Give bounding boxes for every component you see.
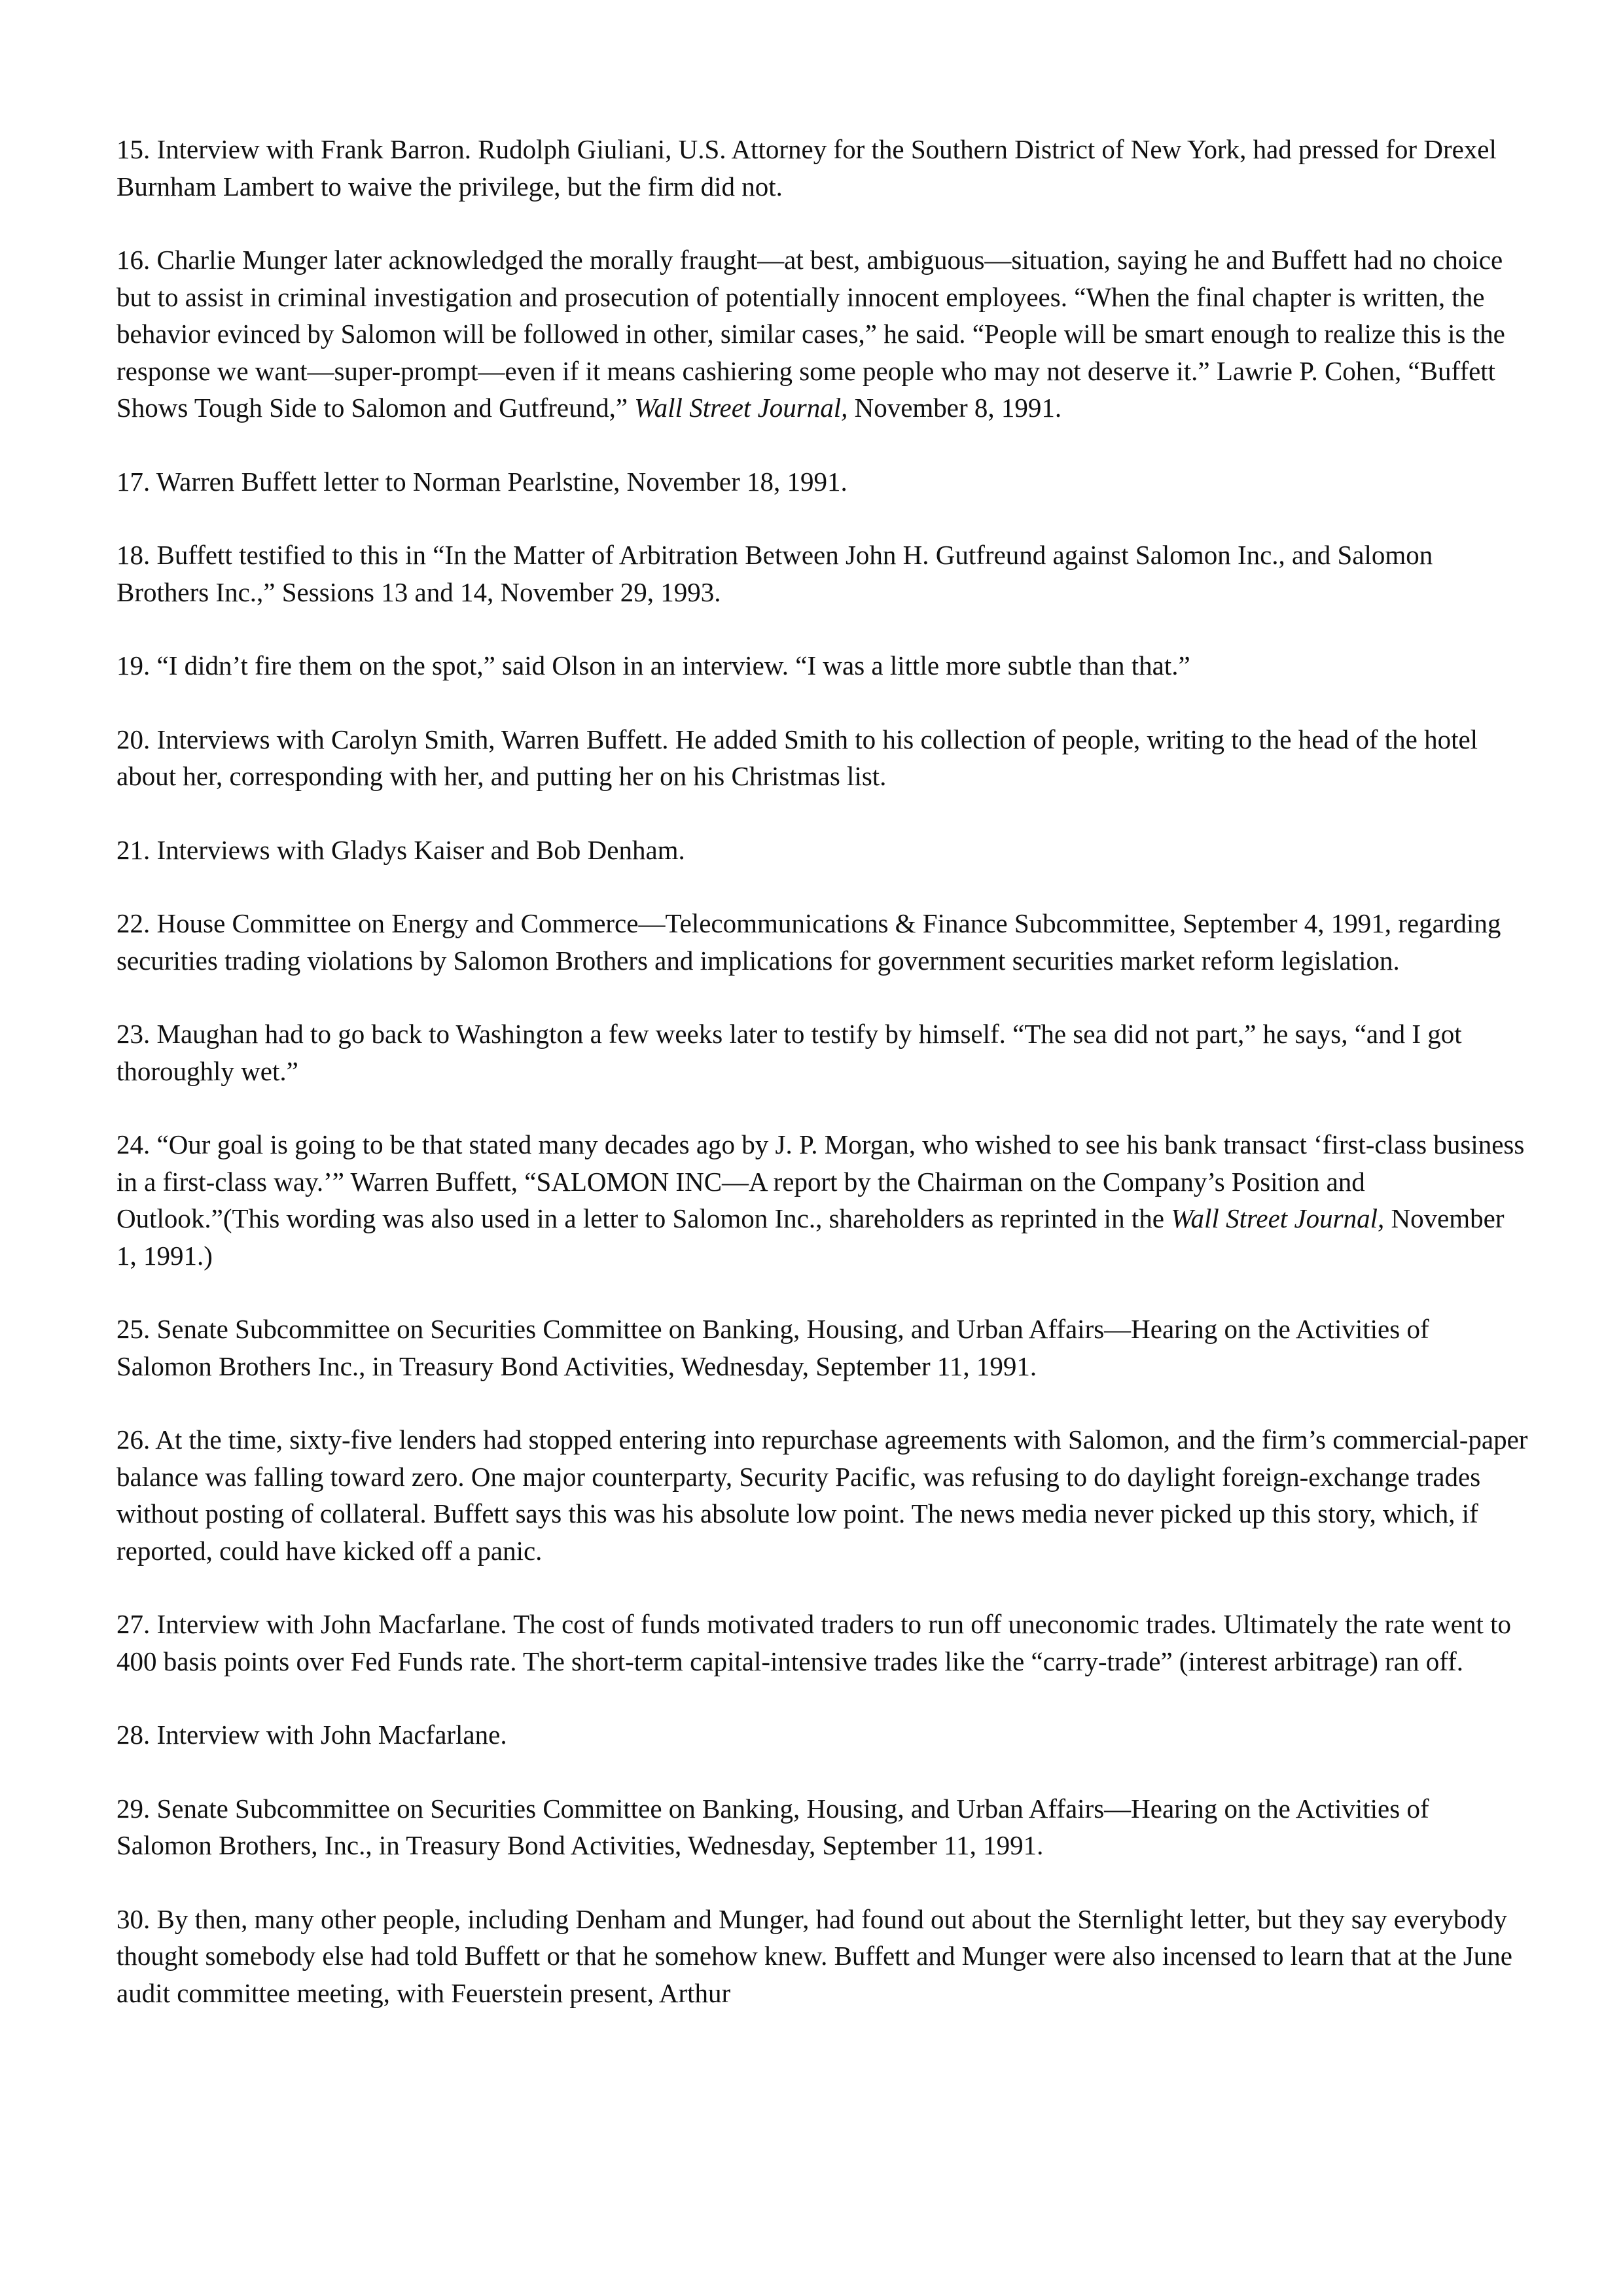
- endnote-number: 29.: [116, 1793, 151, 1824]
- endnote-text: Senate Subcommittee on Securities Committee on Banking, Housing, and Urban Affairs—Hearing on the Activities of Salomon Brothers, Inc., in Treasury Bond Activities, Wednesday, September 11, 1991.: [116, 1793, 1429, 1860]
- endnote: [116, 832, 1530, 869]
- endnote-number: 28.: [116, 1720, 151, 1750]
- endnote-text: November 1, 1991.): [116, 1203, 1505, 1271]
- endnote-number: 25.: [116, 1314, 151, 1344]
- endnote-number: 30.: [116, 1903, 151, 1934]
- endnote: [116, 1311, 1530, 1385]
- endnote-text: Buffett testified to this in “In the Matter of Arbitration Between John H. Gutfreund against Salomon Inc., and Salomon Brothers Inc.,” Sessions 13 and 14, November 29, 1993.: [116, 540, 1433, 607]
- endnote-number: 21.: [116, 834, 151, 865]
- endnote-text: Warren Buffett letter to Norman Pearlstine, November 18, 1991.: [156, 466, 847, 497]
- endnote: [116, 1716, 1530, 1754]
- endnotes-list: [116, 131, 1530, 2011]
- endnote: [116, 1606, 1530, 1680]
- endnote: [116, 1790, 1530, 1864]
- endnote-number: 18.: [116, 540, 151, 570]
- endnote: [116, 241, 1530, 427]
- endnotes-page: [116, 131, 1530, 2011]
- endnote-text: Interview with John Macfarlane.: [156, 1720, 507, 1750]
- endnote: [116, 1901, 1530, 2012]
- endnote-number: 15.: [116, 134, 151, 164]
- endnote-number: 27.: [116, 1609, 151, 1639]
- endnote-number: 17.: [116, 466, 151, 497]
- endnote-number: 19.: [116, 650, 151, 680]
- endnote: [116, 905, 1530, 979]
- endnote-text: Interviews with Carolyn Smith, Warren Buffett. He added Smith to his collection of people, writing to the head of the hotel about her, corresponding with her, and putting her on his Christmas list.: [116, 724, 1478, 791]
- endnote-number: 26.: [116, 1424, 151, 1455]
- endnote-number: 23.: [116, 1019, 151, 1049]
- endnote-number: 22.: [116, 908, 151, 938]
- endnote-publication-title: Wall Street Journal,: [634, 393, 848, 423]
- endnote-number: 16.: [116, 245, 151, 275]
- endnote-text: Interview with Frank Barron. Rudolph Giuliani, U.S. Attorney for the Southern District of New York, had pressed for Drexel Burnham Lambert to waive the privilege, but the firm did not.: [116, 134, 1497, 202]
- endnote-text: “I didn’t fire them on the spot,” said Olson in an interview. “I was a little more subtle than that.”: [156, 650, 1190, 680]
- endnote-number: 24.: [116, 1129, 151, 1159]
- endnote-text: Charlie Munger later acknowledged the morally fraught—at best, ambiguous—situation, saying he and Buffett had no choice but to assist in criminal investigation and prosecution of potentially innocent employees. “When the final chapter is written, the behavior evinced by Salomon will be followed in other, similar cases,” he said. “People will be smart enough to realize this is the response we want—super-prompt—even if it means cashiering some people who may not deserve it.” Lawrie P. Cohen, “Buffett Shows Tough Side to Salomon and Gutfreund,”: [116, 245, 1505, 423]
- endnote: [116, 131, 1530, 205]
- endnote-text: At the time, sixty-five lenders had stopped entering into repurchase agreements with Salomon, and the firm’s commercial-paper balance was falling toward zero. One major counterparty, Security Pacific, was refusing to do daylight foreign-exchange trades without posting of collateral. Buffett says this was his absolute low point. The news media never picked up this story, which, if reported, could have kicked off a panic.: [116, 1424, 1528, 1566]
- endnote: [116, 463, 1530, 501]
- endnote: [116, 537, 1530, 610]
- endnote: [116, 721, 1530, 795]
- endnote-publication-title: Wall Street Journal,: [1171, 1203, 1385, 1233]
- endnote: [116, 1421, 1530, 1569]
- endnote-text: “Our goal is going to be that stated many decades ago by J. P. Morgan, who wished to see his bank transact ‘first-class business in a first-class way.’” Warren Buffett, “SALOMON INC—A report by the Chairman on the Company’s Position and Outlook.”(This wording was also used in a letter to Salomon Inc., shareholders as reprinted in the: [116, 1129, 1525, 1233]
- endnote: [116, 1126, 1530, 1274]
- endnote-text: November 8, 1991.: [847, 393, 1062, 423]
- endnote-text: By then, many other people, including Denham and Munger, had found out about the Sternlight letter, but they say everybody thought somebody else had told Buffett or that he somehow knew. Buffett and Munger were also incensed to learn that at the June audit committee meeting, with Feuerstein present, Arthur: [116, 1903, 1513, 2008]
- endnote-text: House Committee on Energy and Commerce—Telecommunications & Finance Subcommittee, September 4, 1991, regarding securities trading violations by Salomon Brothers and implications for government securities market reform legislation.: [116, 908, 1501, 976]
- endnote: [116, 1016, 1530, 1089]
- endnote-text: Senate Subcommittee on Securities Committee on Banking, Housing, and Urban Affairs—Hearing on the Activities of Salomon Brothers Inc., in Treasury Bond Activities, Wednesday, September 11, 1991.: [116, 1314, 1429, 1381]
- endnote: [116, 647, 1530, 684]
- endnote-number: 20.: [116, 724, 151, 754]
- endnote-text: Interview with John Macfarlane. The cost of funds motivated traders to run off uneconomic trades. Ultimately the rate went to 400 basis points over Fed Funds rate. The short-term capital-intensive trades like the “carry-trade” (interest arbitrage) ran off.: [116, 1609, 1511, 1676]
- endnote-text: Interviews with Gladys Kaiser and Bob Denham.: [156, 834, 685, 865]
- endnote-text: Maughan had to go back to Washington a few weeks later to testify by himself. “The sea did not part,” he says, “and I got thoroughly wet.”: [116, 1019, 1462, 1086]
